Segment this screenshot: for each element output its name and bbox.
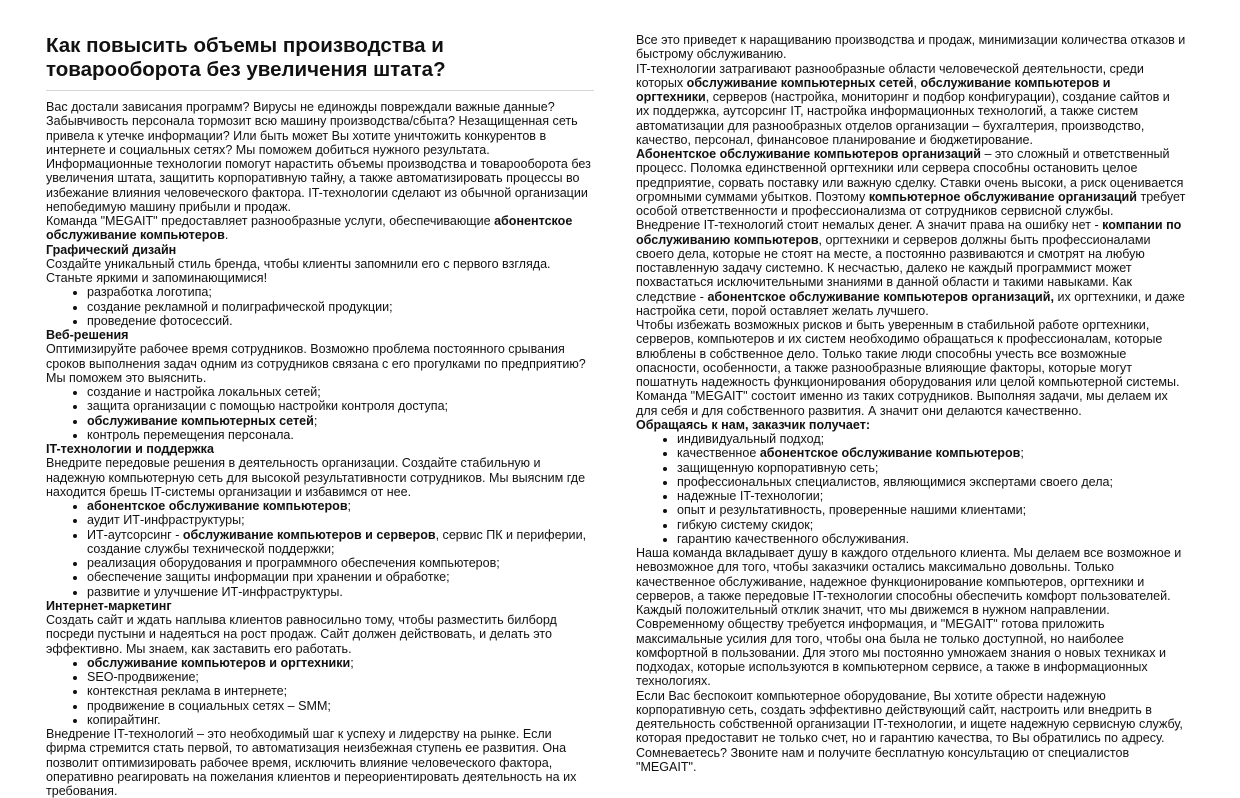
list-item: • контекстная реклама в интернете; (87, 684, 594, 698)
list-item: • копирайтинг. (87, 713, 594, 727)
results-paragraph: Все это приведет к наращиванию производства и продаж, минимизации количества отказов и быстрому обслуживанию. (636, 33, 1186, 62)
it-areas-text: , серверов (настройка, мониторинг и подбор конфигурации), создание сайтов и их поддержка, аутсорсинг IT, настройка информационных технологий, а также систем автоматизации для разнообразных отделов организации – бухгалтерия, производство, качество, персонал, финансовое планирование и бюджетирование. (636, 90, 1170, 147)
subscription-service-paragraph (636, 147, 1186, 218)
list-item: • защищенную корпоративную сеть; (677, 461, 1186, 475)
list-item: • развитие и улучшение ИТ-инфраструктуры. (87, 585, 594, 599)
list-item-start: качественное (677, 446, 760, 461)
list-item: • аудит ИТ-инфраструктуры; (87, 513, 594, 527)
web-solutions-text: Оптимизируйте рабочее время сотрудников. Возможно проблема постоянного срывания сроков выполнения задач одним из сотрудников связана с его прогулками по предприятию? Мы поможем это выяснить. (46, 342, 586, 385)
subscription-service-text: – это сложный и ответственный процесс. Поломка единственной оргтехники или сервера способны остановить целое предприятие, сорвать поставку или важную сделку. Ставки очень высоки, а риск оценивается огромными суммами убытков. Поэтому (636, 147, 1184, 204)
team-care-paragraph: Наша команда вкладывает душу в каждого отдельного клиента. Мы делаем все возможное и невозможное для того, чтобы заказчики остались максимально довольны. Только качественное обслуживание, надежное функционирование компьютеров, оргтехники и серверов, а также передовые IT-технологии способны обеспечить комфорт пользователей. Каждый положительный отклик значит, что мы движемся в нужном направлении. (636, 546, 1182, 617)
list-item: • защита организации с помощью настройки контроля доступа; (87, 399, 594, 413)
team-services-highlight: абонентское обслуживание компьютеров (46, 214, 573, 243)
it-areas-highlight: обслуживание компьютерных сетей (686, 75, 914, 90)
list-item (87, 528, 594, 557)
left-column (46, 0, 594, 798)
list-item (87, 656, 594, 670)
list-item-end: ; (313, 413, 318, 428)
professionals-paragraph: Чтобы избежать возможных рисков и быть уверенным в стабильной работе оргтехники, серверов, компьютеров и их систем необходимо обращаться к профессионалам, которые влюблены в собственное дело. Только такие люди способны учесть все возможные опасности, особенности, а также разнообразные влияющие факторы, которые могут пошатнуть надежность функционирования оборудования или целой компьютерной системы. Команда "MEGAIT" состоит именно из таких сотрудников. Выполняя задачи, мы делаем их для себя и для собственного развития. А значит они делаются качественно. (636, 318, 1180, 418)
implementation-cost-text: , оргтехники и серверов должны быть профессионалами своего дела, которые не стоят на месте, а постоянно развиваются и смотрят на любую поставленную задачу системно. К несчастью, далеко не каждый программист может похвастаться исключительными знаниями в данной области и такими навыками. Как следствие - (636, 232, 1151, 304)
list-item-highlight: абонентское обслуживание компьютеров (759, 446, 1021, 461)
internet-marketing-list (46, 656, 594, 727)
right-column (636, 0, 1186, 774)
list-item (677, 446, 1186, 460)
list-item-end: ; (347, 499, 352, 513)
list-item: • продвижение в социальных сетях – SMM; (87, 699, 594, 713)
section-heading-customer-benefits: Обращаясь к нам, заказчик получает: (636, 417, 871, 432)
section-heading-graphic-design: Графический дизайн (46, 242, 177, 257)
list-item: • проведение фотосессий. (87, 314, 594, 328)
contact-call-paragraph: Если Вас беспокоит компьютерное оборудование, Вы хотите обрести надежную корпоративную сеть, создать эффективно действующий сайт, настроить или внедрить в деятельность собственной организации IT-технологии, и ищете надежную сервисную службу, которая предоставит не только счет, но и гарантию качества, то Вы обратились по адресу. Сомневаетесь? Звоните нам и получите бесплатную консультацию от специалистов "MEGAIT". (636, 688, 1183, 774)
intro-paragraph: Вас достали зависания программ? Вирусы не единожды повреждали важные данные? Забывчивость персонала тормозит всю машину производства/сбыта? Незащищенная сеть привела к утечке информации? Или быть может Вы хотите уничтожить конкурентов в интернете и социальных сетях? Мы поможем добиться нужного результата. (46, 100, 578, 157)
subscription-service-text: требует особой ответственности и профессионализма от сотрудников сервисной службы. (636, 189, 1186, 218)
graphic-design-text: Создайте уникальный стиль бренда, чтобы клиенты запомнили его с первого взгляда. Станьте яркими и запоминающимися! (46, 256, 551, 285)
customer-benefits-list (636, 432, 1186, 546)
it-areas-paragraph (636, 62, 1186, 148)
list-item: • опыт и результативность, проверенные нашими клиентами; (677, 503, 1186, 517)
it-support-list (46, 499, 594, 599)
list-item-end: ; (350, 655, 354, 670)
list-item: • создание и настройка локальных сетей; (87, 385, 594, 399)
internet-marketing-text: Создать сайт и ждать наплыва клиентов равносильно тому, чтобы разместить билборд посреди пустыни и надеяться на рост продаж. Сайт должен действовать, и делать это эффективно. Мы знаем, как заставить его работать. (46, 613, 557, 656)
list-item-highlight: обслуживание компьютерных сетей (87, 413, 314, 428)
list-item: • создание рекламной и полиграфической продукции; (87, 300, 594, 314)
team-services-paragraph (46, 214, 594, 243)
list-item: • контроль перемещения персонала. (87, 428, 594, 442)
subscription-service-highlight: Абонентское обслуживание компьютеров организаций (636, 147, 981, 161)
list-item-highlight: абонентское обслуживание компьютеров (87, 499, 348, 513)
closing-paragraph: Внедрение IT-технологий – это необходимый шаг к успеху и лидерству на рынке. Если фирма стремится стать первой, то автоматизация неизбежная ступень ее развития. Она позволит оптимизировать рабочее время, исключить влияние человеческого фактора, оперативно реагировать на пожелания клиентов и переориентировать деятельность на их требования. (46, 727, 577, 798)
web-solutions-list (46, 385, 594, 442)
it-areas-highlight: обслуживание компьютеров и оргтехники (636, 75, 1111, 104)
list-item: • гарантию качественного обслуживания. (677, 532, 1186, 546)
it-benefits-paragraph: Информационные технологии помогут нарастить объемы производства и товарооборота без увеличения штата, защитить корпоративную тайну, а также автоматизировать процессы во избежание влияния человеческого фактора. IT-технологии сделают из обычной организации непобедимую машину прибыли и продаж. (46, 157, 591, 214)
it-support-text: Внедрите передовые решения в деятельность организации. Создайте стабильную и надежную компьютерную сеть для высокой результативности сотрудников. Мы выясним где находится брешь IT-системы организации и избавимся от нее. (46, 456, 586, 499)
page-title: Как повысить объемы производства и товарооборота без увеличения штата? (46, 34, 594, 91)
section-heading-internet-marketing: Интернет-маркетинг (46, 598, 172, 613)
list-item: • надежные IT-технологии; (677, 489, 1186, 503)
it-areas-separator: , (913, 75, 921, 90)
subscription-service-highlight: компьютерное обслуживание организаций (868, 189, 1137, 204)
list-item-start: ИТ-аутсорсинг - (87, 527, 183, 542)
list-item: • обеспечение защиты информации при хранении и обработке; (87, 570, 594, 584)
implementation-cost-highlight: абонентское обслуживание компьютеров организаций, (707, 289, 1054, 304)
graphic-design-list (46, 285, 594, 328)
implementation-cost-text: Внедрение IT-технологий стоит немалых денег. А значит права на ошибку нет - (636, 218, 1103, 233)
list-item-highlight: обслуживание компьютеров и оргтехники (87, 655, 351, 670)
team-services-text: Команда "MEGAIT" предоставляет разнообразные услуги, обеспечивающие (46, 214, 495, 228)
list-item-end: ; (1020, 446, 1024, 461)
information-society-paragraph: Современному обществу требуется информация, и "MEGAIT" готова приложить максимальные усилия для того, чтобы она была не только доступной, но наиболее комфортной в пользовании. Для этого мы постоянно умножаем знания о новых техниках и подходах, которые используются в компьютерном сервисе, а также в информационных технологиях. (636, 617, 1167, 689)
section-heading-web-solutions: Веб-решения (46, 328, 129, 342)
implementation-cost-paragraph (636, 218, 1186, 318)
list-item: • SEO-продвижение; (87, 670, 594, 684)
list-item: • разработка логотипа; (87, 285, 594, 299)
list-item: • реализация оборудования и программного обеспечения компьютеров; (87, 556, 594, 570)
team-services-end: . (224, 228, 229, 243)
list-item (87, 414, 594, 428)
list-item (87, 499, 594, 513)
list-item-highlight: обслуживание компьютеров и серверов (182, 527, 436, 542)
implementation-cost-text: их оргтехники, и даже настройка сети, порой оставляет желать лучшего. (636, 289, 1185, 318)
list-item: • гибкую систему скидок; (677, 518, 1186, 532)
implementation-cost-highlight: компании по обслуживанию компьютеров (636, 218, 1182, 247)
list-item: • профессиональных специалистов, являющимися экспертами своего дела; (677, 475, 1186, 489)
list-item: • индивидуальный подход; (677, 432, 1186, 446)
section-heading-it-support: IT-технологии и поддержка (46, 442, 214, 456)
it-areas-text: IT-технологии затрагивают разнообразные области человеческой деятельности, среди которых (636, 61, 1144, 90)
list-item-end: , сервис ПК и периферии, создание службы технической поддержки; (87, 527, 587, 556)
